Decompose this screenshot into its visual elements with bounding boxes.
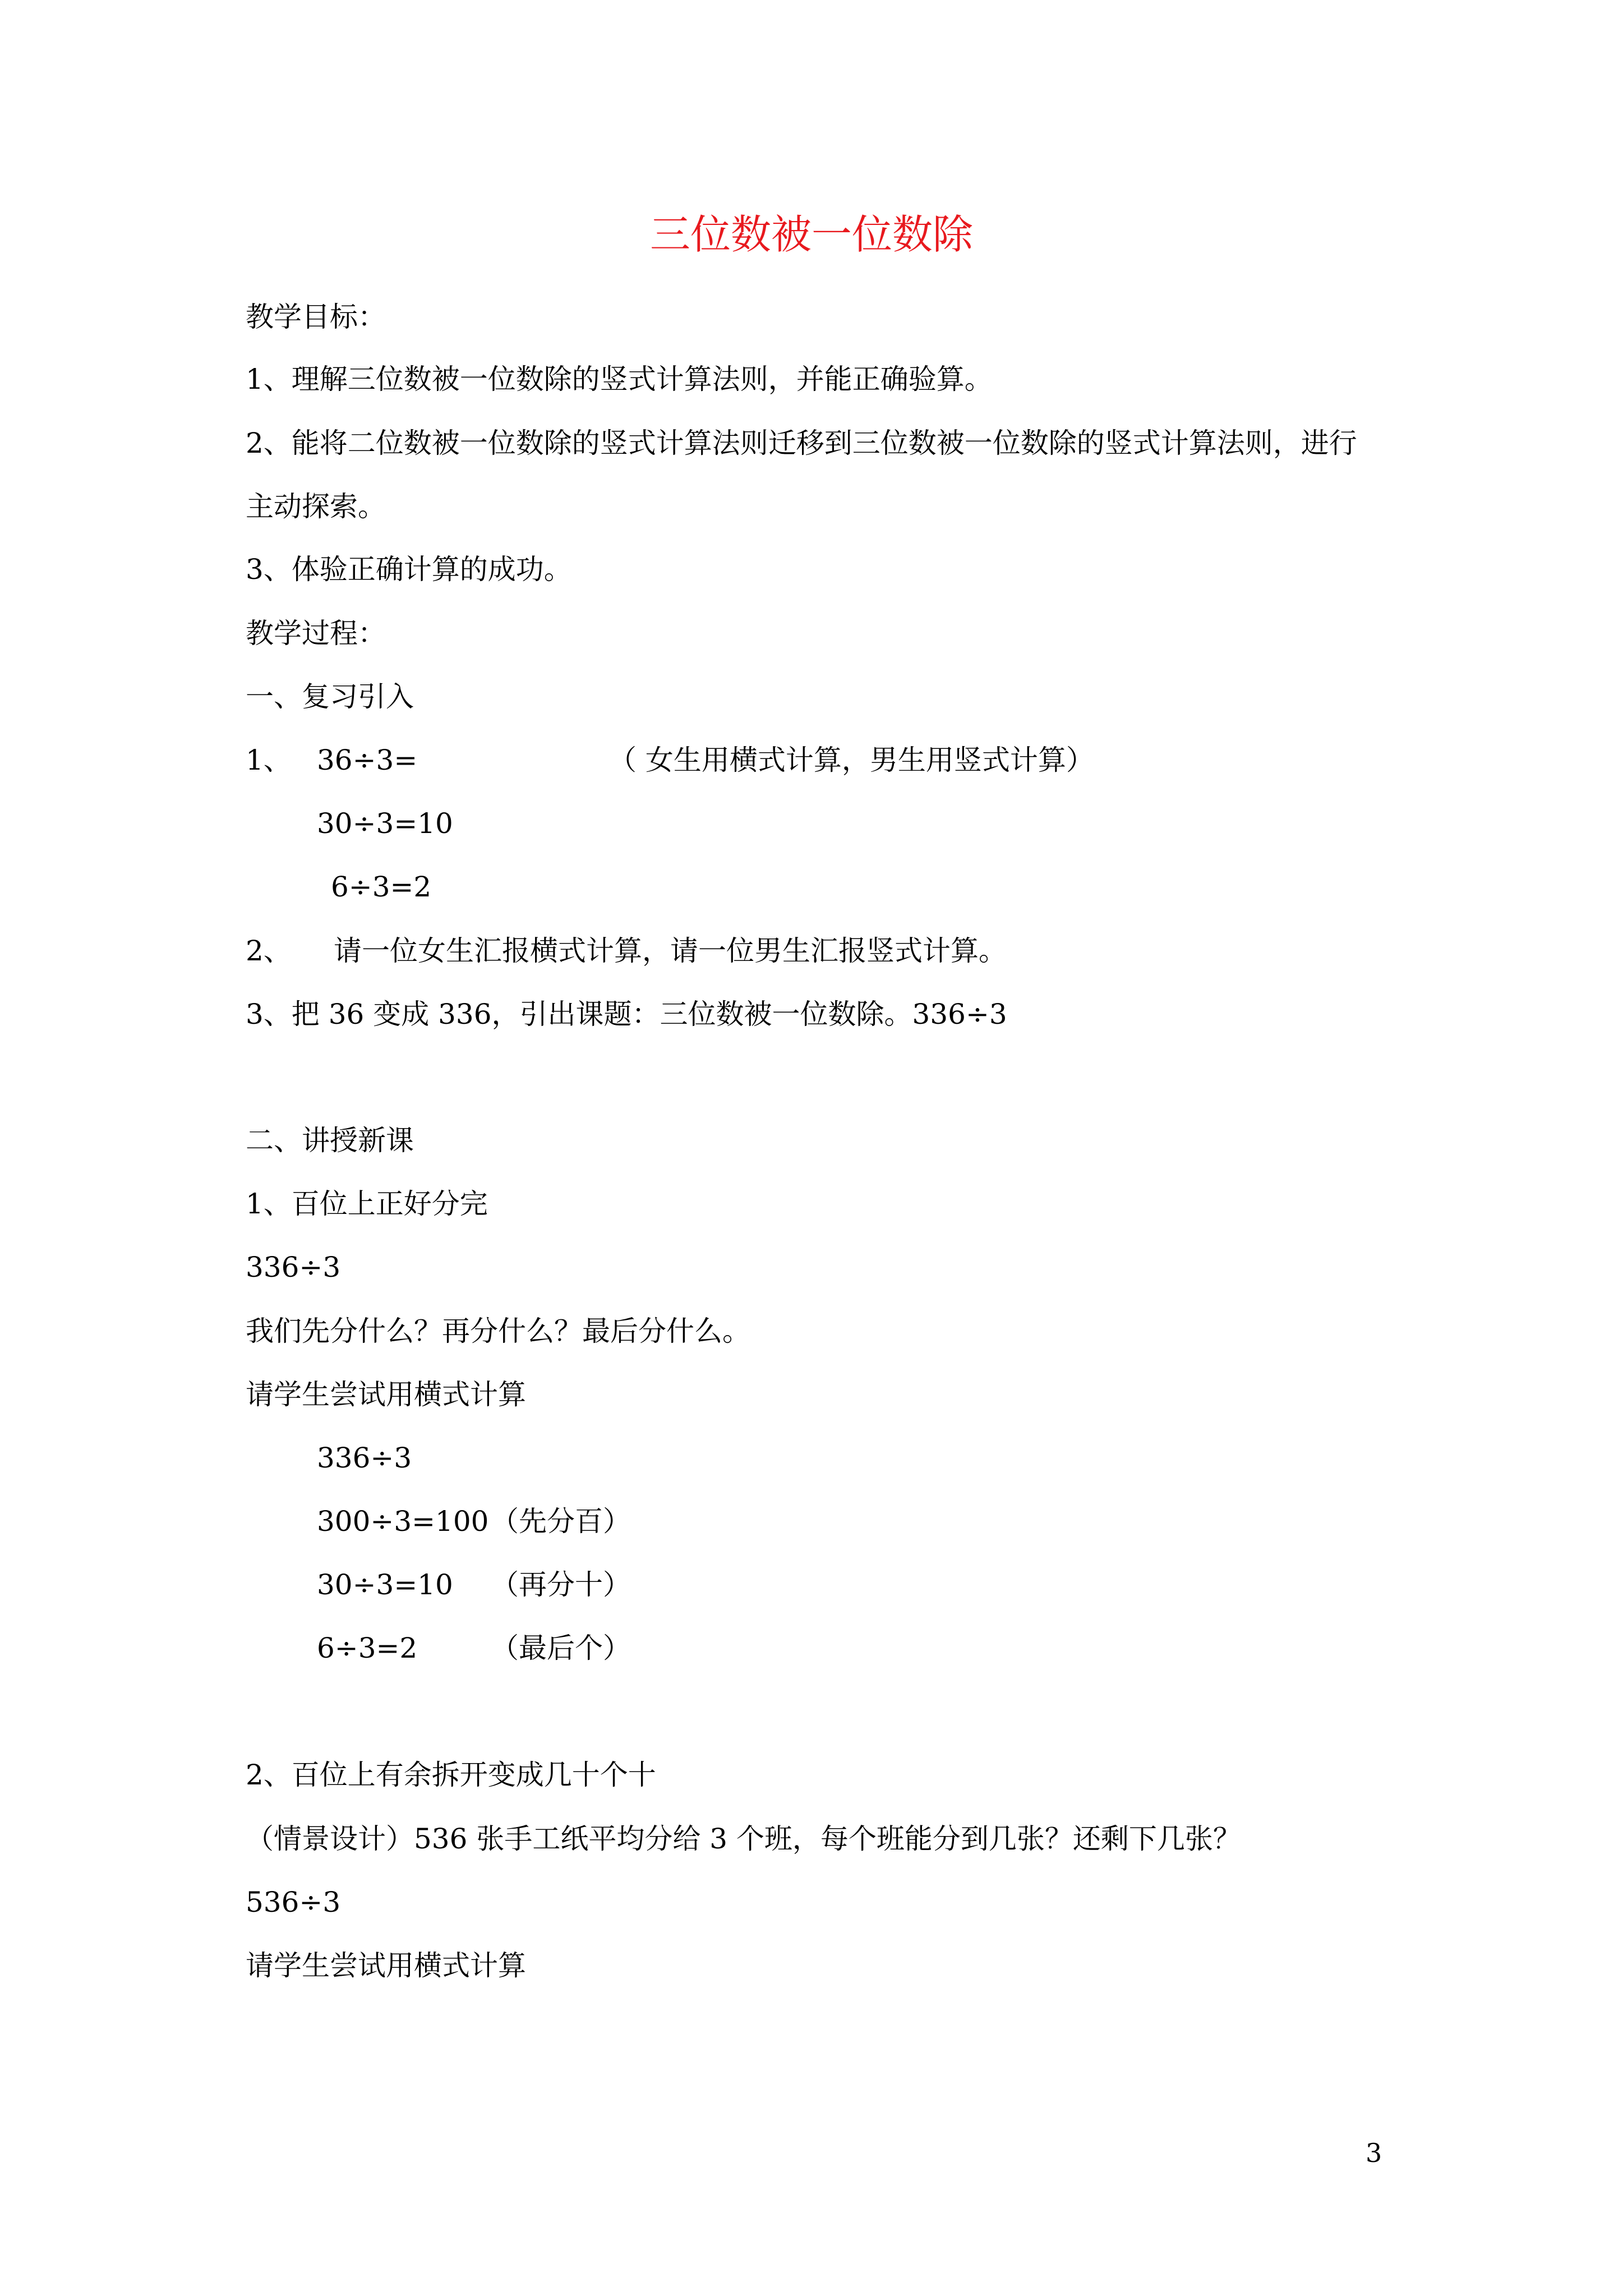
part-2-scenario: （情景设计）536 张手工纸平均分给 3 个班，每个班能分到几张？还剩下几张？ <box>246 1823 1241 1855</box>
process-heading: 教学过程： <box>246 617 386 650</box>
new-lesson-heading: 二、讲授新课 <box>246 1124 414 1157</box>
part-1-expression: 336÷3 <box>246 1251 341 1283</box>
page-number: 3 <box>1366 2138 1382 2168</box>
goal-item-3: 3、体验正确计算的成功。 <box>246 553 572 586</box>
review-item-1-expression: 36÷3= <box>317 744 418 776</box>
calc-step-2-expression: 30÷3=10 <box>317 1568 453 1601</box>
review-step-1: 30÷3=10 <box>317 807 453 840</box>
review-item-2-number: 2、 <box>246 935 292 967</box>
calc-step-1-note: （先分百） <box>491 1505 631 1538</box>
calc-step-1-expression: 300÷3=100 <box>317 1505 489 1538</box>
goal-item-1: 1、理解三位数被一位数除的竖式计算法则，并能正确验算。 <box>246 363 993 395</box>
part-1-instruction: 请学生尝试用横式计算 <box>246 1378 526 1411</box>
part-1-calc-title: 336÷3 <box>317 1442 412 1474</box>
page-title: 三位数被一位数除 <box>649 211 973 258</box>
part-2-heading: 2、百位上有余拆开变成几十个十 <box>246 1759 656 1791</box>
goals-heading: 教学目标： <box>246 301 386 333</box>
part-1-heading: 1、百位上正好分完 <box>246 1188 488 1220</box>
part-2-instruction: 请学生尝试用横式计算 <box>246 1949 526 1982</box>
goal-item-2-continued: 主动探索。 <box>246 490 386 523</box>
review-step-2: 6÷3=2 <box>331 871 432 903</box>
review-item-2-text: 请一位女生汇报横式计算，请一位男生汇报竖式计算。 <box>334 935 1007 967</box>
calc-step-3-note: （最后个） <box>491 1632 631 1664</box>
calc-step-3-expression: 6÷3=2 <box>317 1632 418 1664</box>
review-item-1-note: （ 女生用横式计算，男生用竖式计算） <box>608 744 1094 776</box>
part-2-expression: 536÷3 <box>246 1886 341 1918</box>
review-item-3: 3、把 36 变成 336，引出课题：三位数被一位数除。336÷3 <box>246 998 1007 1030</box>
goal-item-2: 2、能将二位数被一位数除的竖式计算法则迁移到三位数被一位数除的竖式计算法则，进行 <box>246 427 1357 459</box>
calc-step-2-note: （再分十） <box>491 1568 631 1601</box>
review-heading: 一、复习引入 <box>246 680 414 713</box>
part-1-question: 我们先分什么？再分什么？最后分什么。 <box>246 1315 750 1347</box>
review-item-1-number: 1、 <box>246 744 292 776</box>
